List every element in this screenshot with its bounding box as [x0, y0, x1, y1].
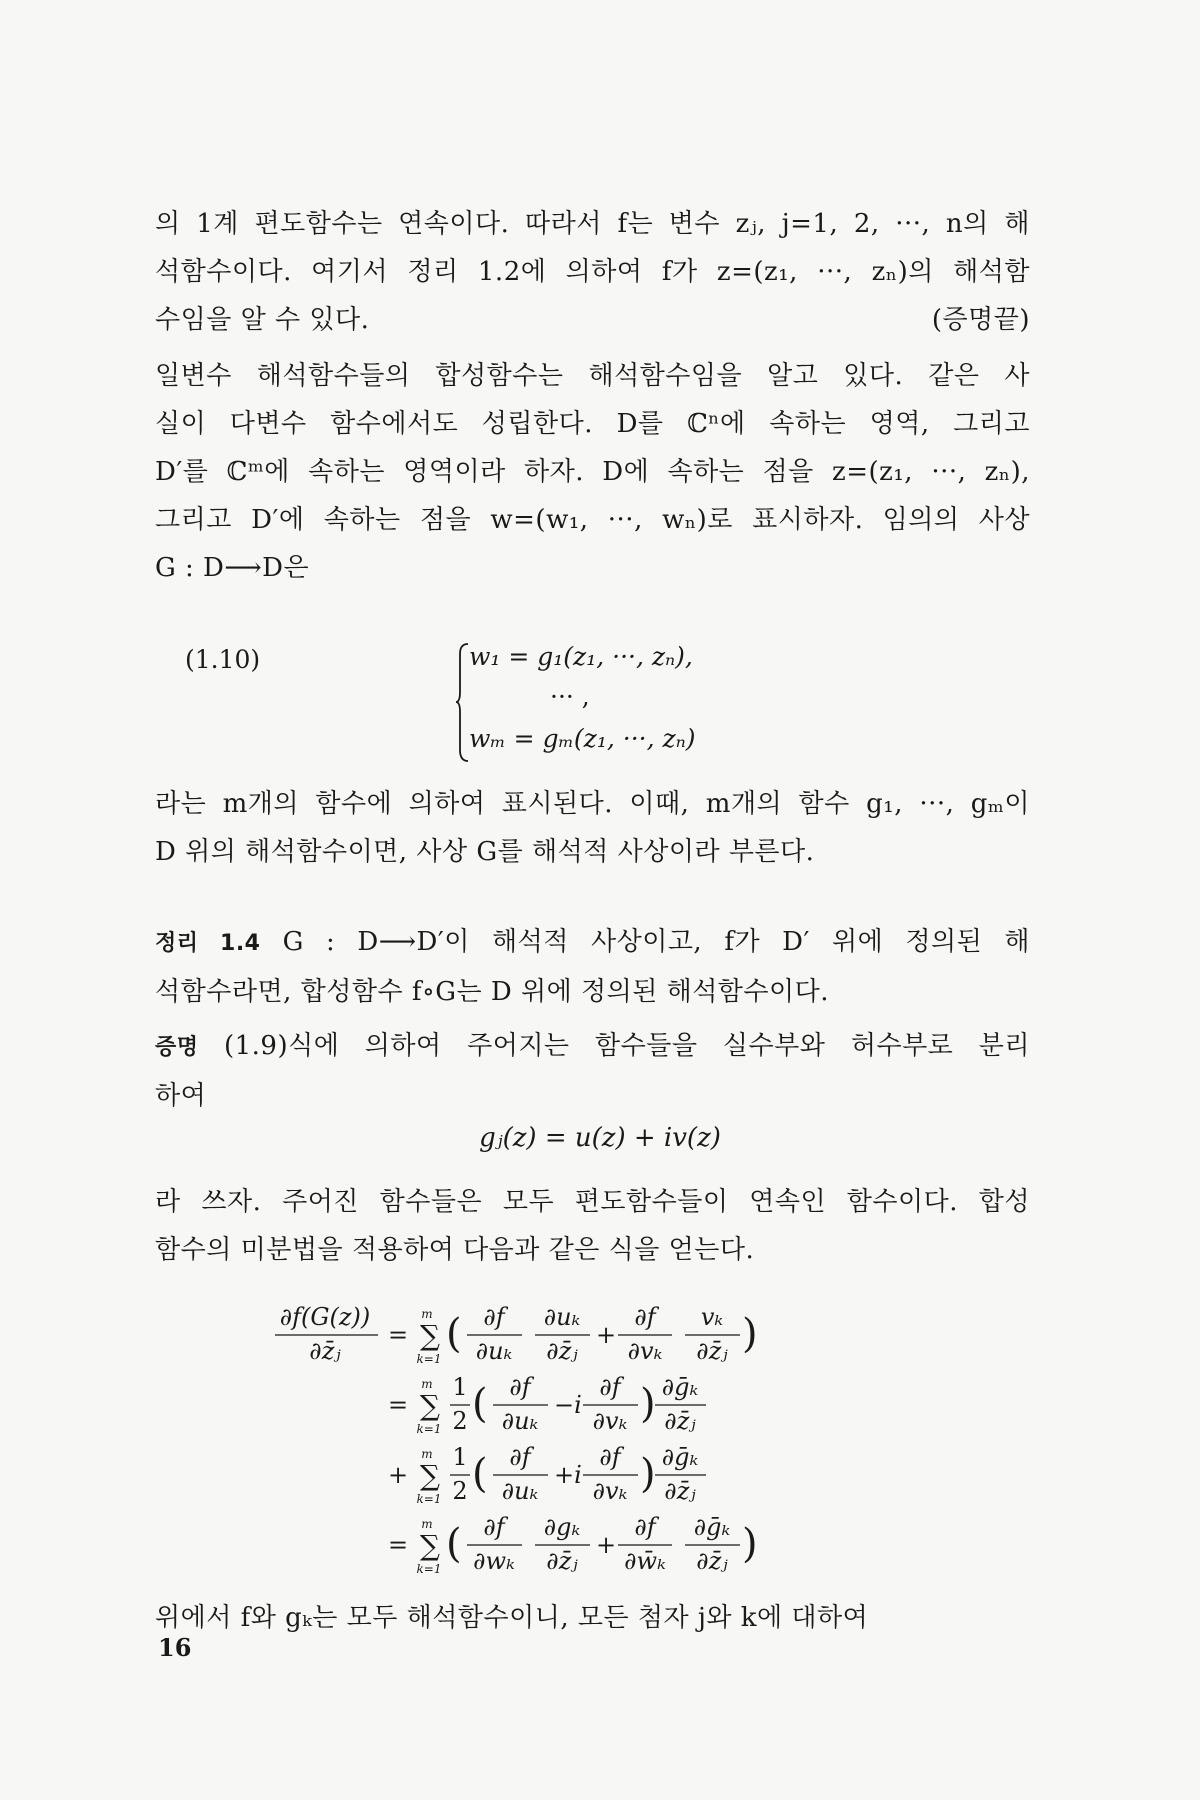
frac-num: ∂f [483, 1303, 505, 1331]
text-line: 수임을 알 수 있다. [155, 305, 370, 335]
paragraph-2 [155, 352, 1030, 592]
text-line: G : D⟶D′이 해석적 사상이고, f가 D′ 위에 정의된 해 [282, 927, 1030, 957]
paragraph-5 [155, 1594, 1030, 1642]
frac-num: 1 [452, 1443, 468, 1471]
sum-sign: ∑ [420, 1319, 440, 1352]
paren-close: ) [742, 1521, 758, 1567]
text-line: 석함수라면, 합성함수 f∘G는 D 위에 정의된 해석함수이다. [155, 977, 830, 1007]
paragraph-4 [155, 1178, 1030, 1274]
lhs-numerator: ∂f(G(z)) [279, 1303, 371, 1331]
frac-num: ∂f [483, 1513, 505, 1541]
paren-open: ( [446, 1521, 462, 1567]
frac-num: ∂f [599, 1373, 621, 1401]
frac-den: ∂wₖ [473, 1547, 515, 1575]
equation-number: (1.10) [185, 645, 261, 674]
proof-label: 증명 [155, 1035, 199, 1060]
plus-sign: + [596, 1321, 617, 1349]
text-line: 일변수 해석함수들의 합성함수는 해석함수임을 알고 있다. 같은 사 [155, 361, 1030, 391]
frac-den: ∂z̄ⱼ [664, 1407, 696, 1435]
sum-lower: k=1 [416, 1422, 442, 1436]
frac-num: ∂ḡₖ [661, 1443, 699, 1471]
text-line: 그리고 D′에 속하는 점을 w=(w₁, ···, wₙ)로 표시하자. 임의의 사상 [155, 505, 1030, 535]
paren-close: ) [742, 1311, 758, 1357]
proof [155, 1022, 1030, 1120]
frac-num: ∂f [634, 1303, 656, 1331]
text-line: 석함수이다. 여기서 정리 1.2에 의하여 f가 z=(z₁, ···, zₙ)의 해석함 [155, 257, 1030, 287]
sum-lower: k=1 [416, 1352, 442, 1366]
frac-num: ∂f [509, 1373, 531, 1401]
sum-sign: ∑ [420, 1529, 440, 1562]
sum-upper: m [421, 1447, 433, 1461]
paren-close: ) [640, 1381, 656, 1427]
system-row-1: w₁ = g₁(z₁, ···, zₙ), [469, 642, 693, 671]
equals-sign: = [388, 1391, 409, 1419]
theorem-1-4 [155, 918, 1030, 1016]
theorem-label: 정리 1.4 [155, 931, 261, 956]
frac-den: ∂z̄ⱼ [664, 1477, 696, 1505]
frac-den: 2 [452, 1477, 468, 1505]
paren-open: ( [472, 1451, 488, 1497]
frac-den: ∂z̄ⱼ [546, 1547, 578, 1575]
plus-sign: + [388, 1461, 409, 1489]
frac-den: ∂uₖ [475, 1337, 513, 1365]
frac-num: 1 [452, 1373, 468, 1401]
system-row-3: wₘ = gₘ(z₁, ···, zₙ) [469, 724, 696, 753]
frac-den: ∂vₖ [627, 1337, 663, 1365]
text-line: 의 1계 편도함수는 연속이다. 따라서 f는 변수 zⱼ, j=1, 2, ···, n의 해 [155, 209, 1030, 239]
text-line: 위에서 f와 gₖ는 모두 해석함수이니, 모든 첨자 j와 k에 대하여 [155, 1603, 869, 1633]
frac-den: ∂z̄ⱼ [696, 1337, 728, 1365]
paren-open: ( [446, 1311, 462, 1357]
equals-sign: = [388, 1531, 409, 1559]
paren-close: ) [640, 1451, 656, 1497]
equals-sign: = [388, 1321, 409, 1349]
sum-lower: k=1 [416, 1562, 442, 1575]
frac-den: ∂uₖ [501, 1407, 539, 1435]
text-line: 라 쓰자. 주어진 함수들은 모두 편도함수들이 연속인 함수이다. 합성 [155, 1187, 1030, 1217]
frac-num: ∂f [509, 1443, 531, 1471]
frac-den: ∂vₖ [592, 1407, 628, 1435]
text-line: (1.9)식에 의하여 주어지는 함수들을 실수부와 허수부로 분리 [223, 1031, 1030, 1061]
text-line: G : D⟶D은 [155, 553, 310, 583]
text-line: 하여 [155, 1081, 207, 1111]
sum-sign: ∑ [420, 1389, 440, 1422]
plus-i: +i [554, 1461, 582, 1489]
qed-mark: (증명끝) [931, 305, 1030, 335]
paragraph-3 [155, 780, 1030, 876]
frac-den: ∂z̄ⱼ [546, 1337, 578, 1365]
frac-num: ∂f [599, 1443, 621, 1471]
text-line: 함수의 미분법을 적용하여 다음과 같은 식을 얻는다. [155, 1235, 755, 1265]
frac-den: 2 [452, 1407, 468, 1435]
paragraph-1 [155, 200, 1030, 344]
frac-num: ∂uₖ [543, 1303, 581, 1331]
text-line: 실이 다변수 함수에서도 성립한다. D를 ℂⁿ에 속하는 영역, 그리고 [155, 409, 1030, 439]
frac-num: vₖ [700, 1303, 724, 1331]
sum-upper: m [421, 1307, 433, 1321]
paren-open: ( [472, 1381, 488, 1427]
frac-den: ∂w̄ₖ [624, 1547, 666, 1575]
equation-system [455, 640, 755, 765]
sum-upper: m [421, 1517, 433, 1531]
text-line: D 위의 해석함수이면, 사상 G를 해석적 사상이라 부른다. [155, 837, 815, 867]
lhs-denominator: ∂z̄ⱼ [309, 1337, 341, 1365]
sum-sign: ∑ [420, 1459, 440, 1492]
text-line: D′를 ℂᵐ에 속하는 영역이라 하자. D에 속하는 점을 z=(z₁, ···, zₙ), [155, 457, 1030, 487]
frac-num: ∂ḡₖ [693, 1513, 731, 1541]
text-line: 라는 m개의 함수에 의하여 표시된다. 이때, m개의 함수 g₁, ···, gₘ이 [155, 789, 1030, 819]
frac-den: ∂uₖ [501, 1477, 539, 1505]
minus-i: −i [554, 1391, 582, 1419]
frac-num: ∂ḡₖ [661, 1373, 699, 1401]
chain-rule-derivation [270, 1285, 870, 1575]
sum-upper: m [421, 1377, 433, 1391]
plus-sign: + [596, 1531, 617, 1559]
frac-den: ∂vₖ [592, 1477, 628, 1505]
page-number: 16 [158, 1633, 192, 1662]
frac-num: ∂gₖ [543, 1513, 581, 1541]
equation-g: gⱼ(z) = u(z) + iv(z) [479, 1123, 721, 1153]
frac-den: ∂z̄ⱼ [696, 1547, 728, 1575]
system-row-2: ··· , [550, 682, 590, 711]
sum-lower: k=1 [416, 1492, 442, 1506]
frac-num: ∂f [634, 1513, 656, 1541]
